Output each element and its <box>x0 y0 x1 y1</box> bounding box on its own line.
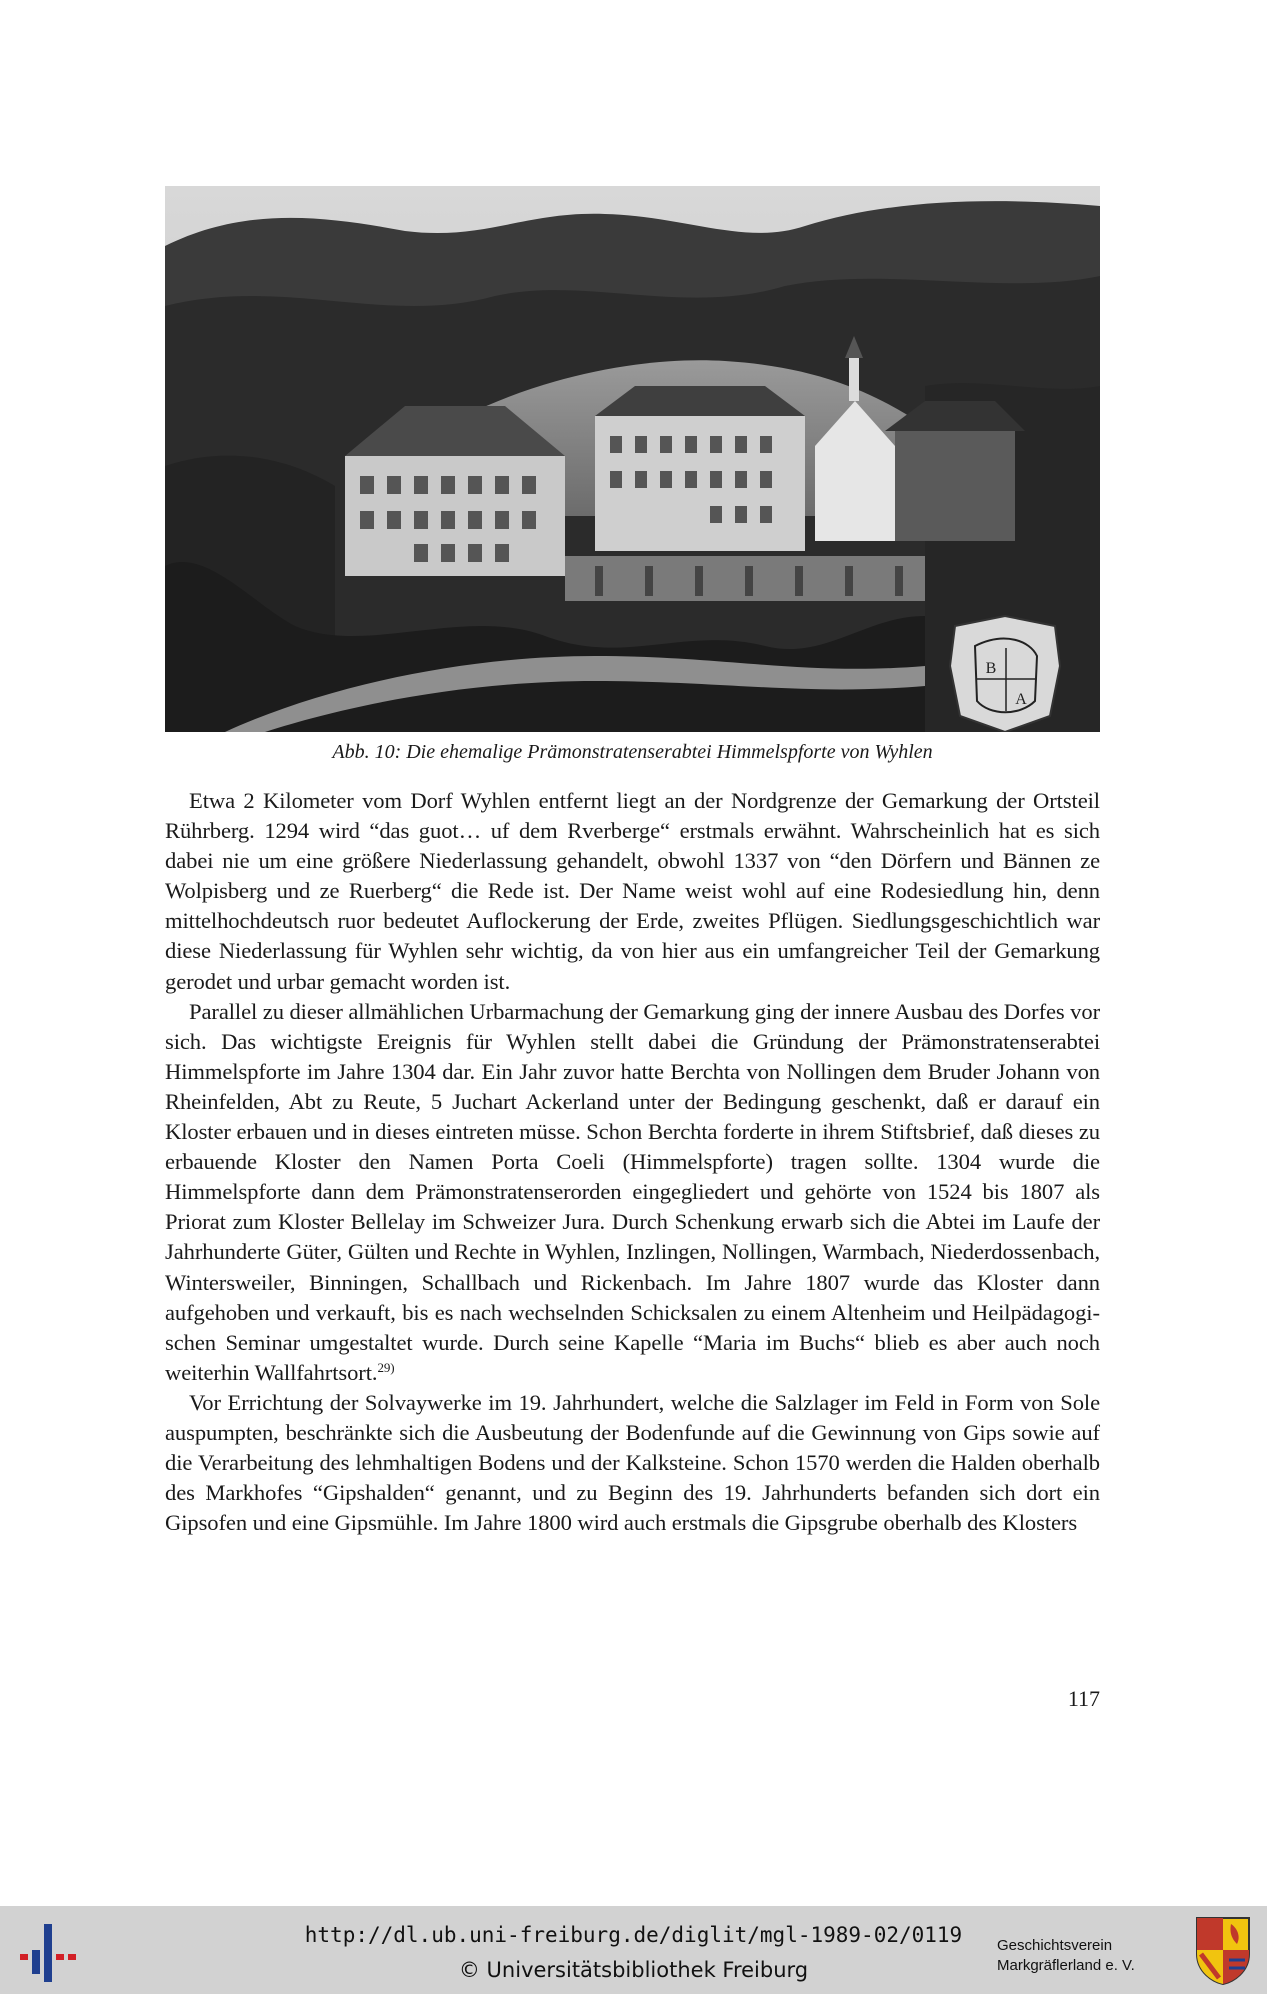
paragraph-text: Vor Errichtung der Solvaywerke im 19. Jahrhundert, welche die Salzlager im Feld in Form von Sole auspumpten, beschränkte sich die Ausbeutung der Bodenfunde auf die Gewinnung von Gips sowie auf die Verarbeitung des lehmhaltigen Bodens und der Kalksteine. Schon 1570 werden die Halden oberhalb des Markhofes “Gipshalden“ genannt, und zu Beginn des 19. Jahrhunderts befanden sich dort ein Gipsofen und eine Gipsmühle. Im Jahre 1800 wird auch erstmals die Gipsgrube oberhalb des Klosters <box>165 1389 1100 1536</box>
paragraph-text: Parallel zu dieser allmählichen Urbarmachung der Gemarkung ging der innere Ausbau des Dorfes vor sich. Das wichtigste Ereignis für Wyhlen stellt dabei die Gründung der Prämonstratenserabtei Himmelspforte im Jahre 1304 dar. Ein Jahr zuvor hatte Berchta von Nollingen dem Bruder Johann von Rheinfelden, Abt zu Reute, 5 Juchart Ackerland unter der Bedingung geschenkt, daß er darauf ein Kloster erbauen und in dieses eintreten müsse. Schon Berchta forderte in ihrem Stiftsbrief, daß dieses zu erbauende Kloster den Namen Porta Coeli (Himmelspforte) tragen sollte. 1304 wurde die Himmelspforte dann dem Prämonstratenserorden eingegliedert und gehörte von 1524 bis 1807 als Priorat zum Kloster Bellelay im Schweizer Jura. Durch Schenkung erwarb sich die Abtei im Laufe der Jahrhunderte Güter, Gülten und Rechte in Wyhlen, Inzlingen, Nollingen, Warmbach, Niederdossenbach, Wintersweiler, Binningen, Schallbach und Rickenbach. Im Jahre 1807 wurde das Kloster dann aufgehoben und verkauft, bis es nach wechselnden Schicksalen zu einem Altenheim und Heilpädagogischen Seminar umgestaltet wurde. Durch seine Kapelle “Maria im Buchs“ blieb es aber auch noch weiterhin Wallfahrtsort. <box>165 998 1100 1385</box>
abbey-photograph <box>165 186 1100 732</box>
document-url-link[interactable]: http://dl.ub.uni-freiburg.de/diglit/mgl-1989-02/0119 <box>304 1923 963 1947</box>
figure-caption: Abb. 10: Die ehemalige Prämonstratenserabtei Himmelspforte von Wyhlen <box>332 741 933 763</box>
paragraph-text: Etwa 2 Kilometer vom Dorf Wyhlen entfernt liegt an der Nordgrenze der Gemarkung der Ortsteil Rührberg. 1294 wird “das guot… uf dem Rverberge“ erstmals erwähnt. Wahrscheinlich hat es sich dabei nie um eine größere Niederlassung gehandelt, obwohl 1337 von “den Dörfern und Bännen ze Wolpisberg und ze Ruerberg“ die Rede ist. Der Name weist wohl auf eine Rodesiedlung hin, denn mittelhochdeutsch ruor bedeutet Auflockerung der Erde, zweites Pflügen. Siedlungsgeschichtlich war diese Niederlassung für Wyhlen sehr wichtig, da von hier aus ein umfangreicher Teil der Gemarkung gerodet und urbar gemacht worden ist. <box>165 788 1100 994</box>
crest-letter-right: A <box>1015 691 1027 708</box>
footnote-marker: 29) <box>377 1359 395 1375</box>
footer-bar <box>0 1906 1267 1994</box>
body-text <box>165 786 1100 1538</box>
society-name <box>997 1936 1177 1976</box>
crest-letter-left: B <box>985 660 997 677</box>
copyright-notice: © Universitätsbibliothek Freiburg <box>458 1958 809 1982</box>
paragraph <box>165 1388 1100 1538</box>
paragraph <box>165 997 1100 1388</box>
paragraph <box>165 786 1100 997</box>
society-name-line: Markgräflerland e. V. <box>997 1957 1135 1974</box>
coat-of-arms-icon <box>1193 1914 1253 1986</box>
society-name-line: Geschichtsverein <box>997 1937 1113 1954</box>
page-number: 117 <box>1067 1686 1100 1711</box>
